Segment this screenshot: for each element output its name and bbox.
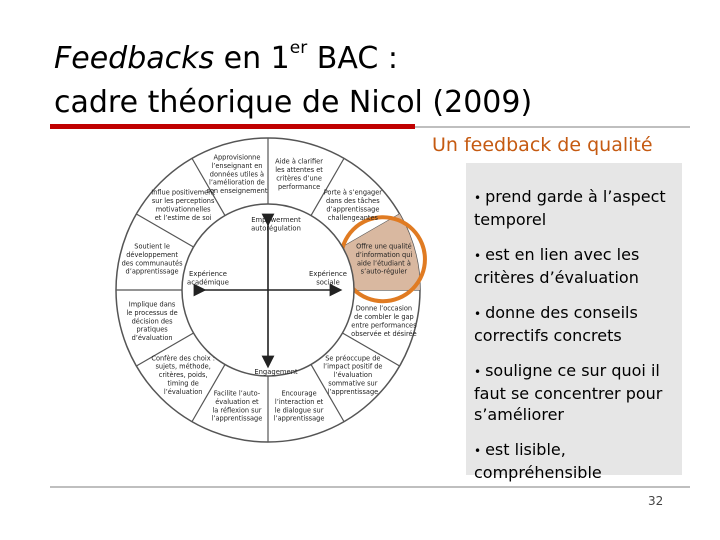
title-line-2: cadre théorique de Nicol (2009)	[54, 85, 533, 120]
center-label-bottom: Engagement	[254, 368, 298, 376]
segment-label: Porte à s’engager dans des tâches d’apprentissage challengeantes	[323, 188, 383, 222]
page-number: 32	[648, 494, 664, 508]
list-item	[474, 302, 680, 346]
title-superscript: er	[289, 38, 308, 58]
list-item	[474, 186, 680, 230]
bullet-text: souligne ce sur quoi il faut se concentrer pour s’améliorer	[474, 361, 663, 424]
subtitle: Un feedback de qualité	[432, 134, 653, 156]
bullet-text: prend garde à l’aspect temporel	[474, 187, 666, 229]
bullet-text: donne des conseils correctifs concrets	[474, 303, 638, 345]
list-item	[474, 244, 680, 288]
segment-label: Se préoccupe de l’impact positif de l’évaluation sommative sur l’apprentissage	[323, 354, 383, 396]
bullet-icon: •	[474, 307, 482, 321]
segment-label: Facilite l’auto-évaluation et la réflexion sur l’apprentissage	[211, 389, 263, 423]
framework-wheel	[58, 130, 478, 465]
title-rule-grey	[415, 126, 690, 128]
bullet-icon: •	[474, 249, 482, 263]
bullet-icon: •	[474, 191, 482, 205]
title-italic-word: Feedbacks	[54, 41, 215, 76]
title-rule-red	[50, 124, 415, 129]
quality-feedback-list	[474, 186, 680, 497]
slide-title	[54, 30, 694, 125]
segment-label: Approvisionne l’enseignant en données utiles à l’amélioration de son enseignement	[206, 153, 268, 196]
bullet-text: est lisible, compréhensible	[474, 440, 602, 482]
list-item	[474, 360, 680, 425]
segment-label: Implique dans le processus de décision des pratiques d’évaluation	[126, 300, 178, 343]
bullet-icon: •	[474, 365, 482, 379]
segment-label: Aide à clarifier les attentes et critères d’une performance	[275, 157, 323, 191]
title-part: en 1	[214, 41, 290, 76]
center-label-left: Expérience académique	[187, 270, 229, 287]
nicol-framework-figure	[58, 130, 478, 465]
segment-label: Influe positivement sur les perceptions motivationnelles et l’estime de soi	[151, 188, 216, 222]
center-label-right: Expérience sociale	[309, 270, 347, 287]
list-item	[474, 439, 680, 483]
footer-rule	[50, 486, 690, 488]
segment-label: Encourage l’interaction et le dialogue sur l’apprentissage	[273, 389, 325, 423]
center-label-top: Empowerment autorégulation	[251, 216, 301, 233]
title-part-end: BAC :	[307, 41, 398, 76]
segment-label: Donne l’occasion de combler le gap entre performances observée et désirée	[351, 304, 417, 338]
segment-label: Soutient le développement des communautés d’apprentissage	[121, 242, 183, 276]
bullet-text: est en lien avec les critères d’évaluation	[474, 245, 640, 287]
bullet-icon: •	[474, 444, 482, 458]
segment-label: Confère des choix : sujets, méthode, critères, poids, timing de l’évaluation	[151, 354, 215, 396]
segment-label: Offre une qualité d’information qui aide l’étudiant à s’auto-réguler	[355, 242, 413, 276]
